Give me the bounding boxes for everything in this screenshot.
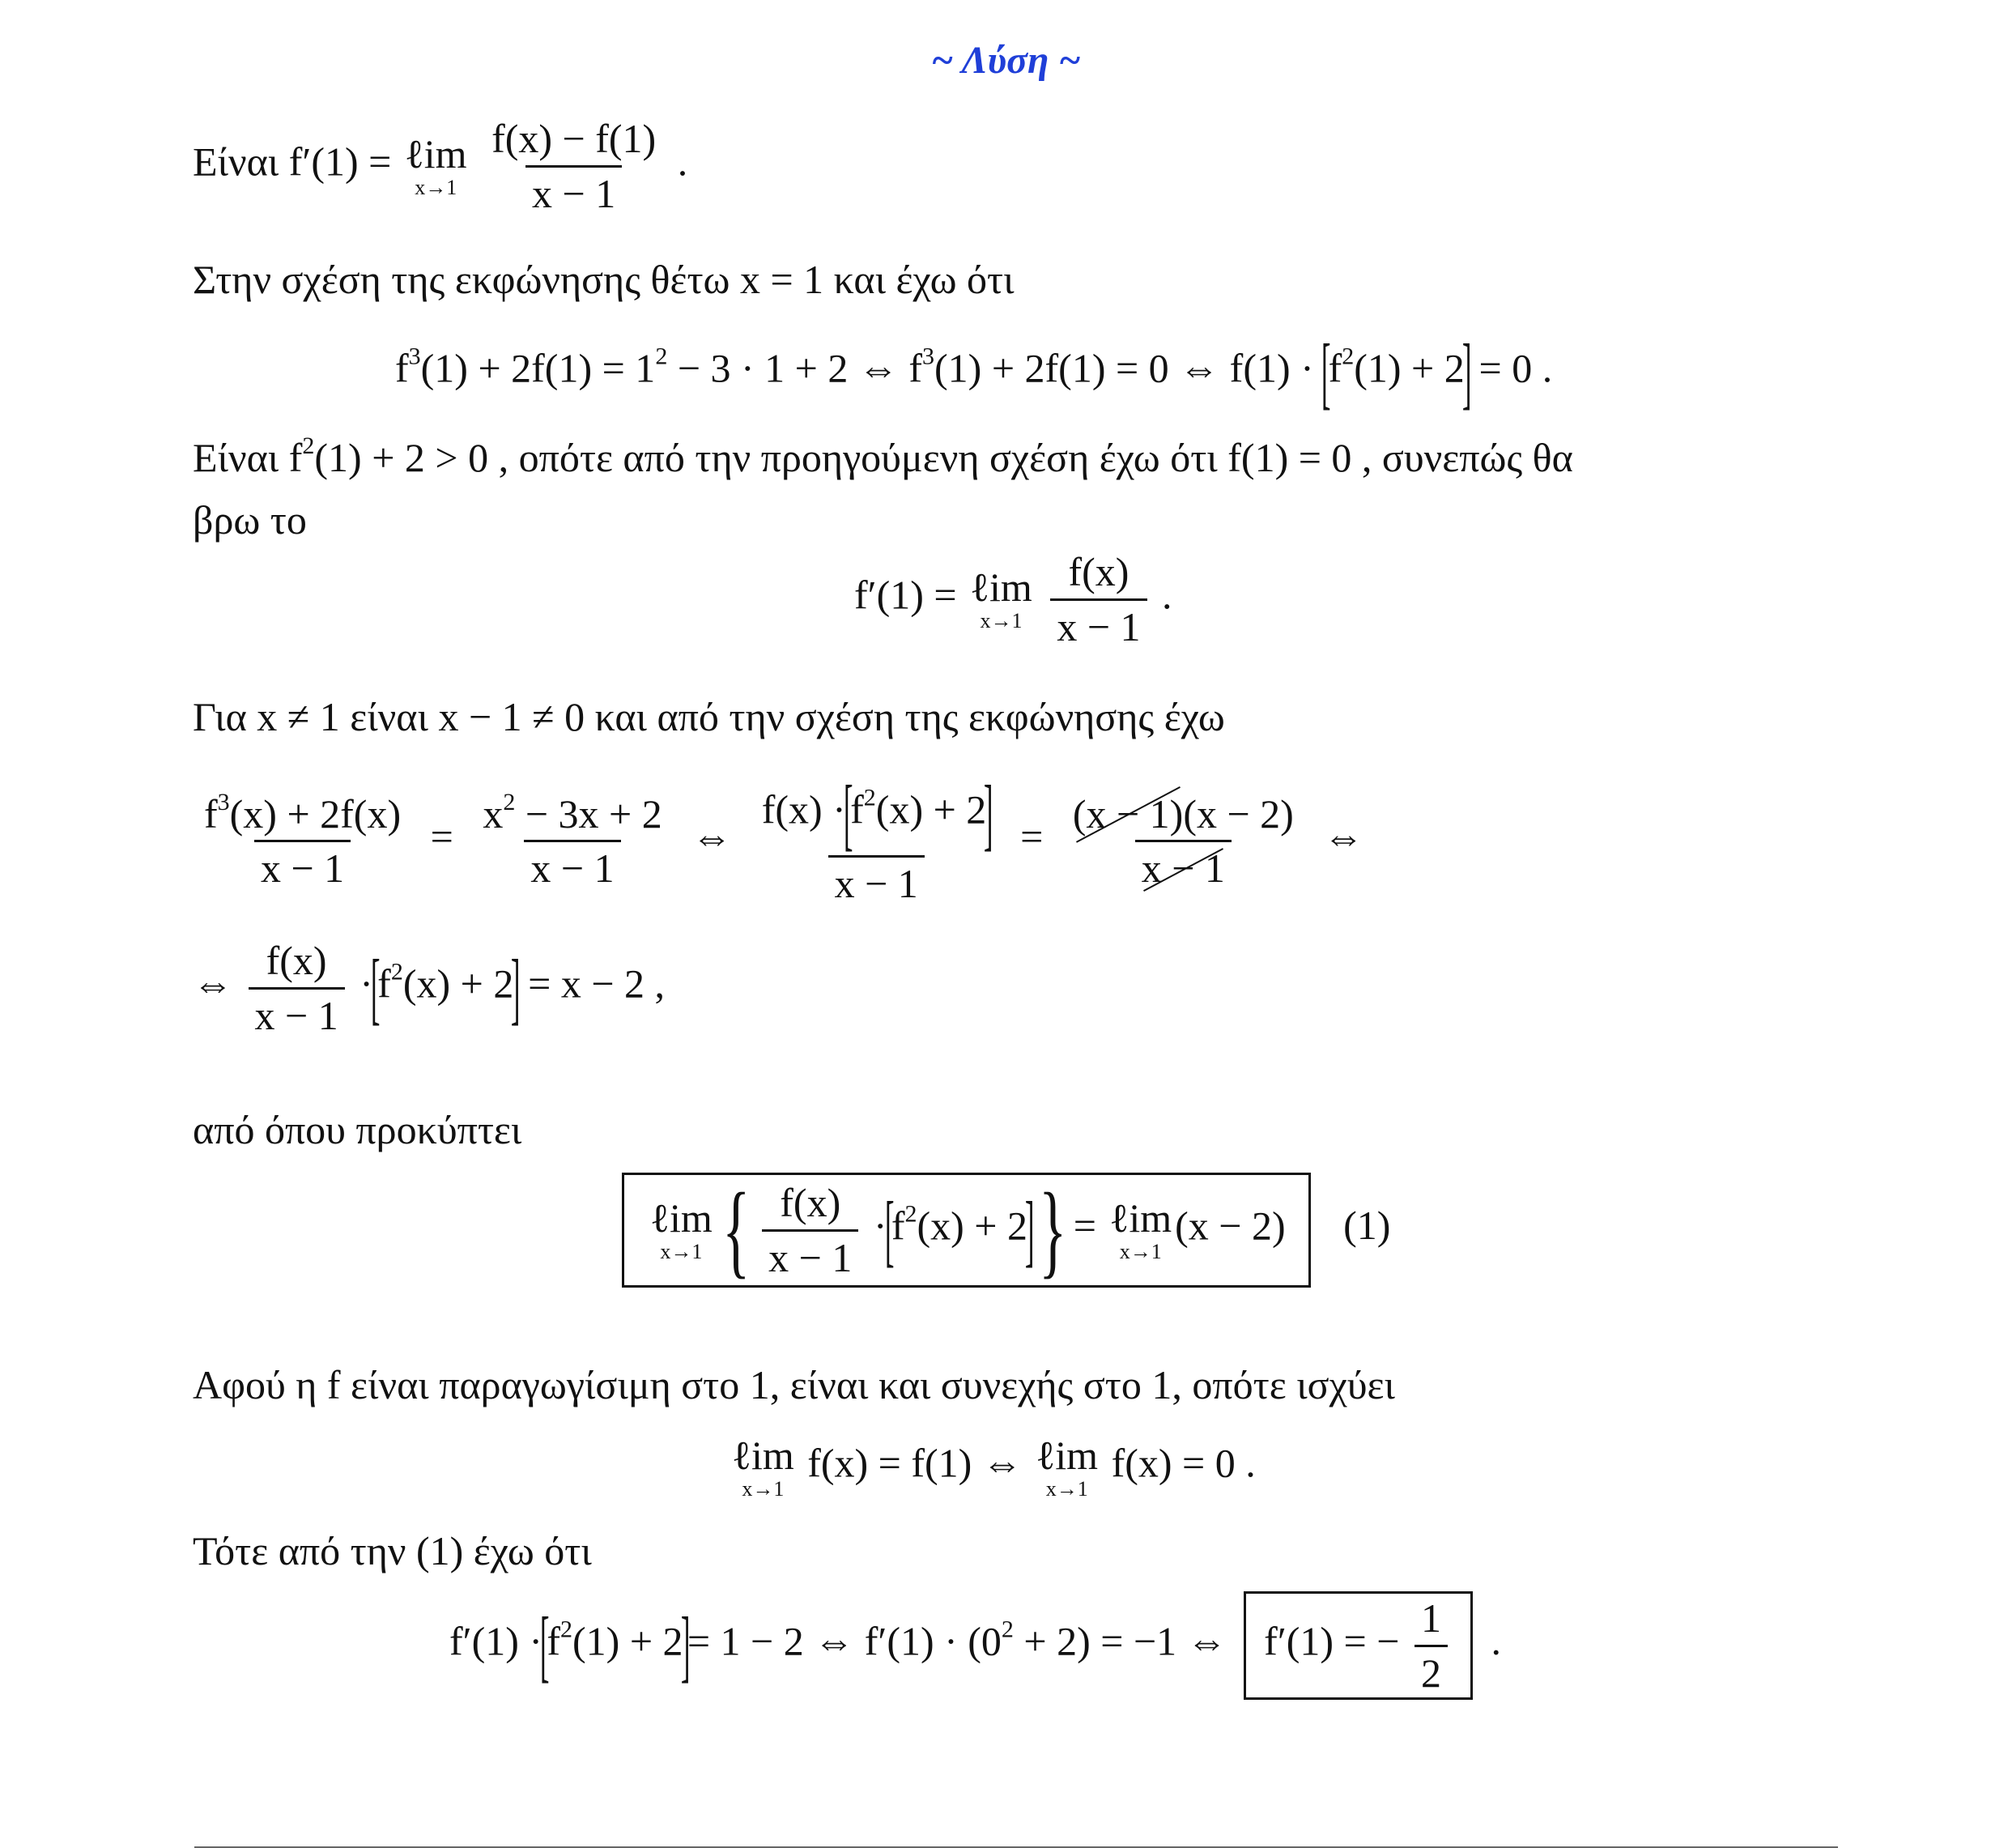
- solution-title: ~ Λύση ~: [931, 39, 1081, 82]
- fraction: $\frac{f(x)}{x - 1}$: [249, 939, 345, 1037]
- fraction: $\frac{f^3(x) + 2f(x)}{x - 1}$: [204, 788, 402, 892]
- paragraph-result: από όπου προκύπτει: [193, 1107, 522, 1152]
- fraction: $\frac{x^2 - 3x + 2}{x - 1}$: [483, 788, 662, 892]
- fraction: $\frac{f(x)}{x - 1}$: [762, 1182, 858, 1279]
- limit-operator: ℓim x→1: [732, 1433, 794, 1501]
- paragraph-continuity: Αφού η f είναι παραγωγίσιμη στο 1, είναι και συνεχής στο 1, οπότε ισχύει: [193, 1362, 1396, 1407]
- bracket-right: ]: [1461, 327, 1472, 417]
- paragraph-then: Τότε από την (1) έχω ότι: [193, 1528, 592, 1573]
- fraction: $\frac{1}{2}$: [1415, 1597, 1448, 1694]
- limit-operator: ℓim x→1: [650, 1195, 713, 1263]
- paragraph-x-not-1: Για x ≠ 1 είναι x − 1 ≠ 0 και από την σχέση της εκφώνησης έχω: [193, 694, 1225, 739]
- derivative-limit: f′(1) = ℓim x→1 $\frac{f(x)}{x - 1}$ .: [854, 549, 1172, 649]
- fraction-cancelled: $\frac{(x - 1)(x - 2)}{x - 1}$: [1072, 790, 1294, 892]
- limit-operator: ℓim x→1: [1036, 1433, 1099, 1501]
- paragraph-set-x: Στην σχέση της εκφώνησης θέτω x = 1 και έχω ότι: [193, 257, 1015, 302]
- math-segment: f′(1) =: [288, 138, 392, 185]
- paragraph-find: βρω το: [193, 497, 307, 543]
- fraction: $\frac{f(x)}{x - 1}$: [1050, 551, 1147, 648]
- paragraph-positive: Είναι $f^2(1) + 2 > 0$ , οπότε από την προηγούμενη σχέση έχω ότι f(1) = 0 , συνεπώς θα: [193, 432, 1573, 480]
- equation-chain: $\frac{f^3(x) + 2f(x)}{x - 1}$ = $\frac{x^2 - 3x + 2}{x - 1}$ ⇔ $\frac{f(x) \cdot[f^2(x) + 2]}{x - 1}$ = $\frac{(x - 1)(x - 2)}{x - 1}$ ⇔: [193, 777, 1372, 905]
- equation-tag: (1): [1343, 1203, 1391, 1249]
- answer-box: f′(1) = − $\frac{1}{2}$: [1244, 1591, 1473, 1700]
- period: .: [677, 138, 688, 185]
- equation-rewritten: ⇔ $\frac{f(x)}{x - 1}$ $\cdot[f^2(x) + 2] = x - 2$ ,: [193, 938, 666, 1038]
- bracket-left: [: [1321, 327, 1331, 417]
- continuity-limit: ℓim x→1 f(x) = f(1) ⇔ ℓim x→1 f(x) = 0 .: [732, 1433, 1256, 1501]
- fraction: $\frac{f(x) \cdot[f^2(x) + 2]}{x - 1}$: [761, 769, 993, 906]
- limit-operator: ℓim x→1: [1109, 1195, 1172, 1263]
- text-segment: Είναι: [193, 138, 279, 185]
- final-equation: $f'(1) \cdot[f^2(1) + 2]= 1 - 2$ ⇔ $f'(1) \cdot (0^2 + 2) = -1$ ⇔ f′(1) = − $\frac{1}{2}$ .: [449, 1591, 1501, 1700]
- equation-f1: $f^3(1) + 2f(1) = 1^2 - 3 \cdot 1 + 2$ ⇔ $f^3(1) + 2f(1) = 0$ ⇔ $f(1) \cdot [f^2(1) + 2] = 0$ .: [395, 327, 1553, 417]
- cancelled-factor: (x − 1): [1072, 790, 1184, 837]
- boxed-equation-1: [622, 1173, 1390, 1288]
- limit-operator: ℓim x→1: [970, 564, 1032, 632]
- derivative-definition: [193, 117, 687, 215]
- cancelled-factor: x − 1: [1141, 845, 1225, 892]
- fraction: $\frac{f(x) - f(1)}{x - 1}$: [491, 116, 657, 216]
- limit-operator: ℓim x→1: [404, 131, 467, 199]
- equation-box: ℓim x→1 { $\frac{f(x)}{x - 1}$ $\cdot[f^2(x) + 2]$ } = ℓim x→1 (x − 2): [622, 1173, 1311, 1288]
